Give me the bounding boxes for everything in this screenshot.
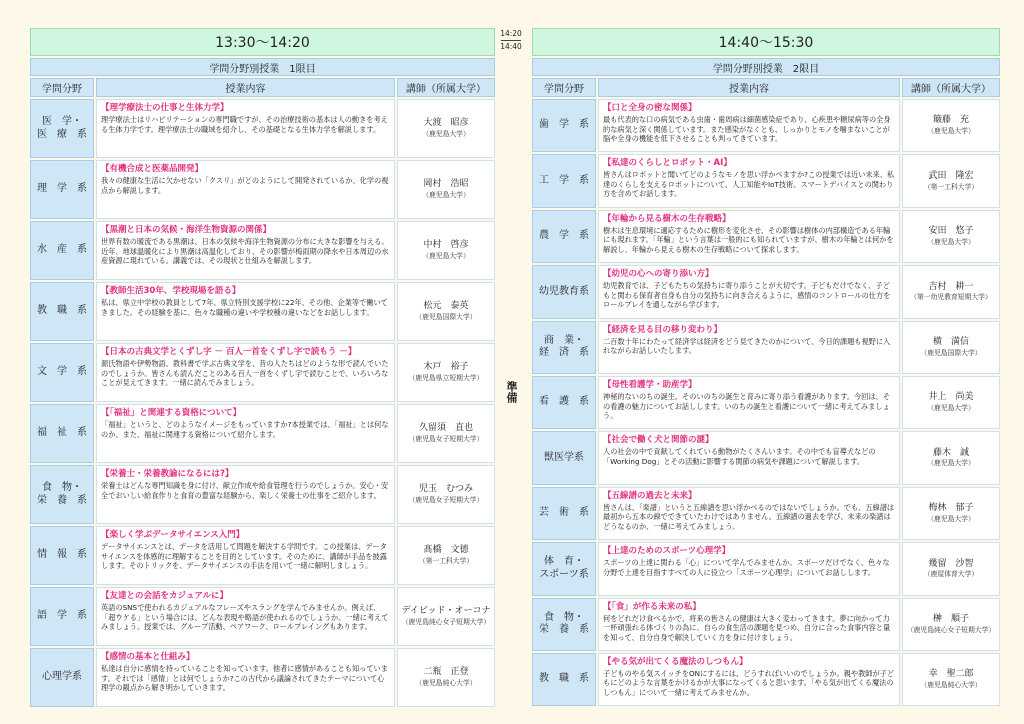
lesson-content [598, 376, 900, 429]
break-start-time: 14:20 [500, 29, 522, 38]
teacher-affiliation: （鹿児島大学） [927, 127, 975, 136]
lesson-content [598, 487, 900, 540]
lesson-title: 【社会で働く犬と関節の謎】 [603, 435, 714, 446]
lesson-teacher [397, 526, 495, 585]
lesson-field: 獣医学系 [532, 431, 596, 484]
lesson-title: 【感情の基本と仕組み】 [101, 652, 195, 662]
teacher-name: 安田 悠子 [928, 226, 974, 237]
lesson-content [96, 648, 395, 707]
lesson-field: 医 学・ 医 療 系 [30, 99, 94, 158]
lesson-field: 工 学 系 [532, 154, 596, 207]
lesson-row [532, 210, 1000, 263]
lesson-field: 文 学 系 [30, 343, 94, 402]
lesson-title: 【友達との会話をカジュアルに】 [101, 591, 228, 601]
lesson-title: 【日本の古典文学とくずし字 － 百人一首をくずし字で読もう －】 [101, 347, 357, 357]
lesson-field: 幼児教育系 [532, 265, 596, 318]
lesson-content [96, 587, 395, 646]
lesson-title: 【経済を見る目の移り変わり】 [603, 324, 723, 335]
lesson-field: 体 育・ スポーツ系 [532, 542, 596, 595]
lesson-title: 【「食」が作る未来の私】 [603, 601, 701, 612]
lesson-description: 子どものやる気スイッチをONにするには、どうすればいいのでしょうか。親や教師が子どもにどのような言葉をかけるかが大事になってくると思います。「やる気が出てくる魔法のしつもん」について一緒に考えてみませんか。 [603, 668, 895, 697]
lesson-title: 【教師生活30年、学校現場を語る】 [101, 286, 241, 296]
teacher-name: 髙橋 文德 [423, 545, 469, 556]
lesson-row [30, 160, 495, 219]
teacher-affiliation: （鹿児島純心女子短期大学） [401, 617, 491, 626]
lesson-field: 教 職 系 [532, 653, 596, 706]
teacher-affiliation: （鹿児島国際大学） [920, 348, 982, 357]
teacher-name: 藤木 誠 [932, 447, 969, 458]
lesson-title: 【黒潮と日本の気候・海洋生物資源の関係】 [101, 225, 272, 235]
lesson-row [30, 282, 495, 341]
lesson-teacher [397, 404, 495, 463]
teacher-name: 幾留 沙智 [928, 558, 974, 569]
lesson-teacher [397, 343, 495, 402]
teacher-name: 木戸 裕子 [423, 362, 469, 373]
teacher-affiliation: （鹿児島大学） [927, 237, 975, 246]
second-period-rows [532, 99, 1000, 706]
lesson-row [532, 154, 1000, 207]
lesson-teacher [397, 221, 495, 280]
lesson-field: 理 学 系 [30, 160, 94, 219]
first-period-rows [30, 99, 495, 707]
teacher-affiliation: （第一工科大学） [418, 556, 474, 565]
lesson-title: 【栄養士・栄養教諭になるには?】 [101, 469, 234, 479]
lesson-teacher [902, 99, 1000, 152]
header-field: 学問分野 [30, 78, 94, 97]
lesson-row [532, 431, 1000, 484]
lesson-field: 芸 術 系 [532, 487, 596, 540]
lesson-field: 歯 学 系 [532, 99, 596, 152]
first-period-time: 13:30～14:20 [30, 28, 495, 56]
lesson-row [30, 221, 495, 280]
lesson-description: 幼児教育では、子どもたちの気持ちに寄り添うことが大切です。子どもだけでなく、子どもと関わる保育者自身も自分の気持ちに向き合えるように、感情のコントロールの仕方をロールプレイを通しながら学びます。 [603, 281, 891, 310]
lesson-title: 【幼児の心への寄り添い方】 [603, 269, 714, 280]
teacher-name: 武田 隆宏 [928, 170, 974, 181]
lesson-title: 【「福祉」と関連する資格について】 [101, 408, 242, 418]
lesson-description: 理学療法士はリハビリテーションの専門職ですが、その治療技術の基本は人の動きを考える生体力学です。理学療法士の職域を紹介し、その基礎となる生体力学を解説します。 [101, 115, 388, 134]
lesson-description: スポーツの上達に関わる「心」について学んでみませんか。スポーツだけでなく、色々な分野で上達を目指すすべての人に役立つ「スポーツ心理学」についてお話しします。 [603, 558, 890, 577]
lesson-teacher [902, 321, 1000, 374]
second-period-section-title: 学問分野別授業 2限目 [532, 58, 1000, 76]
lesson-teacher [397, 282, 495, 341]
lesson-content [598, 154, 900, 207]
lesson-description: 私達は自分に感情を持っていることを知っています。他者に感情があることも知っています。それでは「感情」とは何でしょうか?この古代から議論されてきたテーマについて心理学の観点から解き明かしていきます。 [101, 664, 388, 693]
teacher-name: 中村 啓彦 [423, 240, 469, 251]
preparation-label: 準備 [505, 381, 518, 403]
teacher-name: 井上 尚美 [928, 392, 974, 403]
lesson-title: 【やる気が出てくる魔法のしつもん】 [603, 656, 748, 667]
lesson-row [30, 343, 495, 402]
teacher-affiliation: （鹿児島大学） [422, 190, 470, 199]
lesson-teacher [902, 431, 1000, 484]
header-content: 授業内容 [598, 78, 900, 97]
lesson-row [30, 465, 495, 524]
header-field: 学問分野 [532, 78, 596, 97]
lesson-title: 【口と全身の密な関係】 [603, 103, 697, 113]
lesson-field: 教 職 系 [30, 282, 94, 341]
teacher-name: デイビッド・オーコナ [401, 606, 491, 617]
teacher-name: 簸藤 充 [932, 115, 969, 126]
teacher-affiliation: （鹿児島純心大学） [415, 678, 477, 687]
teacher-affiliation: （鹿児島国際大学） [415, 312, 477, 321]
teacher-name: 横 満信 [932, 337, 969, 347]
teacher-affiliation: （第一幼児教育短期大学） [910, 293, 992, 302]
lesson-field: 看 護 系 [532, 376, 596, 429]
lesson-teacher [397, 587, 495, 646]
lesson-content [598, 598, 900, 651]
teacher-affiliation: （鹿児島大学） [422, 129, 470, 138]
lesson-row [30, 526, 495, 585]
lesson-title: 【楽しく学ぶデータサイエンス入門】 [101, 530, 245, 540]
lesson-content [96, 221, 395, 280]
lesson-teacher [397, 99, 495, 158]
teacher-affiliation: （鹿児島純心女子短期大学） [906, 625, 996, 634]
lesson-description: 栄養士はどんな専門知識を身に付け、献立作成や給食管理を行うのでしょうか。安心・安全でおいしい給食作りと食育の豊富な経験から、楽しく栄養士の仕事をご紹介します。 [101, 481, 389, 500]
lesson-teacher [902, 265, 1000, 318]
lesson-field: 心理学系 [30, 648, 94, 707]
lesson-content [598, 99, 900, 152]
lesson-title: 【私達のくらしとロボット・AI】 [603, 158, 732, 169]
teacher-affiliation: （鹿児島県立短期大学） [408, 373, 484, 382]
lesson-field: 商 業・ 経 済 系 [532, 321, 596, 374]
teacher-affiliation: （鹿児島女子短期大学） [408, 434, 484, 443]
first-period-panel [30, 28, 495, 709]
lesson-content [96, 343, 395, 402]
header-teacher: 講師（所属大学） [902, 78, 1000, 97]
first-period-column-headers [30, 78, 495, 97]
lesson-content [598, 653, 900, 706]
lesson-content [96, 465, 395, 524]
lesson-row [30, 648, 495, 707]
teacher-affiliation: （鹿児島純心大学） [920, 681, 982, 690]
first-period-section-title: 学問分野別授業 1限目 [30, 58, 495, 76]
teacher-name: 吉村 耕一 [928, 281, 974, 292]
lesson-field: 農 学 系 [532, 210, 596, 263]
teacher-name: 大渡 昭彦 [423, 118, 469, 129]
lesson-content [96, 99, 395, 158]
lesson-row [532, 542, 1000, 595]
lesson-title: 【年輪から見る樹木の生存戦略】 [603, 213, 731, 224]
lesson-row [532, 487, 1000, 540]
lesson-title: 【母性看護学・助産学】 [603, 379, 697, 390]
lesson-description: 世界有数の暖流である黒潮は、日本の気候や海洋生物資源の分布に大きな影響を与える。近年、地球温暖化により黒潮は高温化しており、その影響が梅雨期の降水や日本周辺の水産資源に現れている。講義では、その現状と仕組みを解説します。 [101, 237, 389, 266]
lesson-teacher [902, 487, 1000, 540]
lesson-teacher [397, 648, 495, 707]
lesson-content [96, 526, 395, 585]
lesson-description: 英語のSNSで使われるカジュアルなフレーズやスラングを学んでみませんか。例えば、「超ウケる」という場合には、どんな表現や略語が使われるのでしょうか。一緒に考えてみましょう。授業では、グループ活動、ペアワーク、ロールプレイングもあります。 [101, 603, 389, 632]
lesson-row [30, 587, 495, 646]
lesson-row [532, 376, 1000, 429]
lesson-row [30, 99, 495, 158]
lesson-teacher [902, 376, 1000, 429]
teacher-affiliation: （鹿児島大学） [422, 251, 470, 260]
lesson-content [598, 542, 900, 595]
lesson-teacher [397, 465, 495, 524]
teacher-affiliation: （鹿児島女子短期大学） [408, 495, 484, 504]
lesson-row [532, 99, 1000, 152]
teacher-name: 松元 泰英 [423, 301, 469, 312]
lesson-row [30, 404, 495, 463]
lesson-teacher [397, 160, 495, 219]
break-end-time: 14:40 [500, 42, 522, 51]
lesson-description: 樹木は生息環境に適応するために樹形を変化させ、その影響は樹体の内部構造である年輪にも現れます。「年輪」という言葉は一般的にも知られていますが、樹木の年輪とは何かを解説し、年輪から見える樹木の生存戦略について探求します。 [603, 225, 894, 254]
teacher-name: 梅林 郁子 [928, 503, 974, 514]
lesson-content [96, 404, 395, 463]
lesson-content [598, 431, 900, 484]
lesson-content [598, 321, 900, 374]
lesson-field: 食 物・ 栄 養 系 [532, 598, 596, 651]
teacher-affiliation: （第一工科大学） [923, 182, 979, 191]
teacher-name: 二瓶 正登 [423, 667, 469, 678]
lesson-row [532, 265, 1000, 318]
lesson-description: 人の社会の中で貢献してくれている動物がたくさんいます。その中でも盲導犬などの「Working Dog」とその活動に影響する関節の病気や課題について解説します。 [603, 447, 876, 466]
lesson-content [96, 160, 395, 219]
lesson-field: 情 報 系 [30, 526, 94, 585]
lesson-content [96, 282, 395, 341]
lesson-description: 皆さんはロボットと聞いてどのようなモノを思い浮かべますか?この授業では近い未来、私達のくらしを支えるロボットについて、人工知能やIoT技術、スマートデバイスとの関わり方を含めてお話します。 [603, 170, 895, 199]
lesson-title: 【五線譜の過去と未来】 [603, 490, 697, 501]
lesson-description: 皆さんは、「楽譜」というと五線譜を思い浮かべるのではないでしょうか。でも、五線譜は最初から五本の線でできていたわけではありません。五線譜の過去を学び、未来の楽譜はどうなるのか、一緒に考えてみましょう。 [603, 502, 895, 531]
lesson-teacher [902, 210, 1000, 263]
lesson-description: 何をどれだけ食べるかで、将来の皆さんの健康は大きく変わってきます。夢に向かって力一杯頑張れる体づくりの為に、自らの食生活の課題を見つめ、自分に合った食事内容と量を知って、自分自身で解決していく力を身に付けましょう。 [603, 613, 891, 642]
teacher-name: 久留須 直也 [418, 423, 473, 434]
lesson-teacher [902, 542, 1000, 595]
lesson-teacher [902, 154, 1000, 207]
break-times [497, 28, 525, 53]
lesson-title: 【有機合成と医薬品開発】 [101, 164, 204, 174]
lesson-content [598, 265, 900, 318]
lesson-description: 源氏物語や伊勢物語、教科書で学ぶ古典文学を、昔の人たちはどのような形で読んでいたのでしょうか。皆さんも読んだことのある百人一首をくずし字で読むことで、いろいろなことが見えてきます。一緒に読んでみましょう。 [101, 359, 389, 388]
lesson-description: 我々の健康な生活に欠かせない「クスリ」がどのようにして開発されているか、化学の視点から解説します。 [101, 176, 389, 195]
lesson-teacher [902, 653, 1000, 706]
teacher-affiliation: （鹿児島大学） [927, 514, 975, 523]
lesson-title: 【理学療法士の仕事と生体力学】 [101, 103, 229, 113]
teacher-name: 幸 聖二郎 [928, 669, 974, 680]
lesson-field: 語 学 系 [30, 587, 94, 646]
lesson-description: データサイエンスとは、データを活用して問題を解決する学問です。この授業は、データサイエンスを体感的に理解することを目的としています。そのために、講師が手品を披露します。そのトリックを、データサイエンスの手法を用いて一緒に解明しましょう。 [101, 542, 387, 571]
lesson-description: 私は、県立中学校の教員として7年、県立特別支援学校に22年、その他、企業等で働いてきました。その経験を基に、色々な職種の違いや学校種の違いなどをお話しします。 [101, 298, 388, 317]
lesson-description: 「福祉」というと、どのようなイメージをもっていますか?本授業では、「福祉」とは何なのか、また、福祉に関連する資格について紹介します。 [101, 420, 389, 439]
header-teacher: 講師（所属大学） [397, 78, 495, 97]
header-content: 授業内容 [96, 78, 395, 97]
teacher-affiliation: （鹿児島大学） [927, 459, 975, 468]
lesson-description: 神秘的ないのちの誕生。そのいのちの誕生と育みに寄り添う看護があります。今回は、その看護の魅力についてお話しします。いのちの誕生と看護について一緒に考えてみましょう。 [603, 392, 890, 420]
teacher-affiliation: （鹿児島大学） [927, 404, 975, 413]
lesson-description: 最も代表的な口の病気である虫歯・歯周病は細菌感染症であり、心疾患や糖尿病等の全身的な病気と深く関係しています。また感染がなくとも、しっかりとモノを噛まないことが脳や全身の機能を低下させることも判ってきています。 [603, 115, 891, 144]
lesson-row [532, 321, 1000, 374]
teacher-name: 榊 順子 [932, 613, 969, 624]
lesson-field: 福 祉 系 [30, 404, 94, 463]
teacher-name: 岡村 浩昭 [423, 179, 469, 190]
lesson-content [598, 210, 900, 263]
lesson-row [532, 653, 1000, 706]
teacher-name: 児玉 むつみ [418, 484, 473, 495]
second-period-panel [532, 28, 1000, 708]
lesson-row [532, 598, 1000, 651]
teacher-affiliation: （鹿屋体育大学） [923, 570, 979, 579]
lesson-title: 【上達のためのスポーツ心理学】 [603, 546, 731, 557]
second-period-time: 14:40～15:30 [532, 28, 1000, 56]
lesson-field: 水 産 系 [30, 221, 94, 280]
second-period-column-headers [532, 78, 1000, 97]
lesson-field: 食 物・ 栄 養 系 [30, 465, 94, 524]
lesson-teacher [902, 598, 1000, 651]
lesson-description: 二百数十年にわたって経済学は経済をどう見てきたのかについて、今日的課題も視野に入れながらお話しいたします。 [603, 336, 891, 356]
